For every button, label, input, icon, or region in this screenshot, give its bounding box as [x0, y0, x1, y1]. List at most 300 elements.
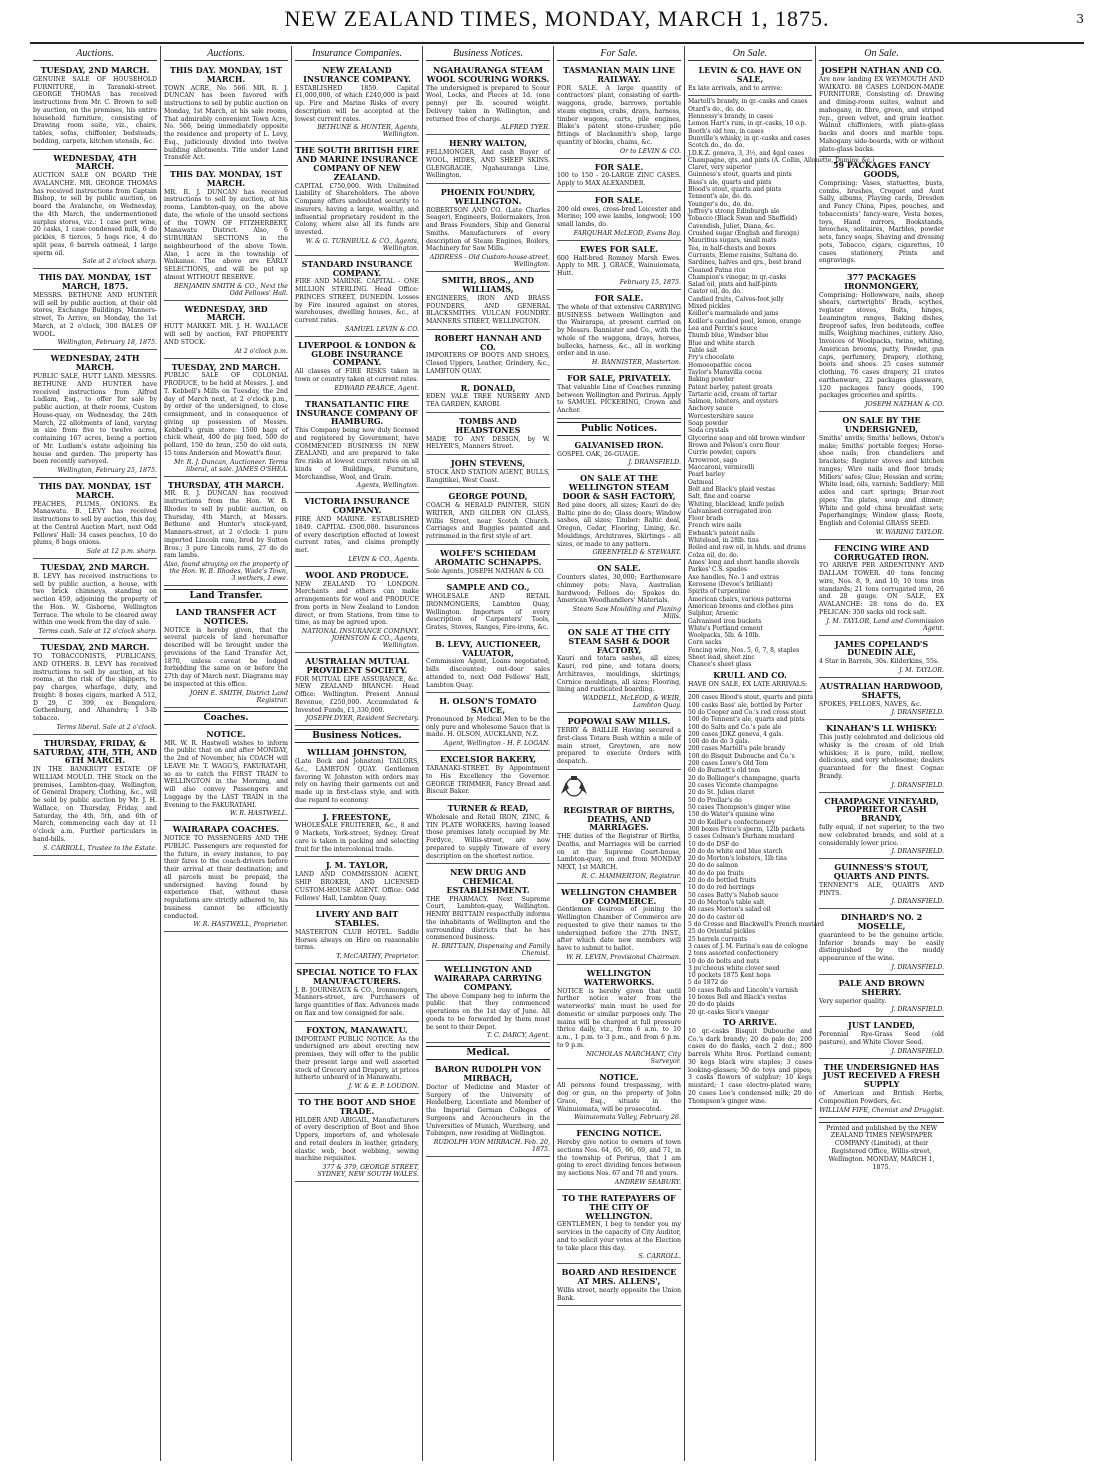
- goods-list-item: Arrowroot, sago: [688, 456, 738, 464]
- goods-list-item: American brooms and clothes pins: [688, 602, 794, 610]
- goods-list-item: 300 boxes Price's sperm, 12lb packets: [688, 825, 805, 833]
- ad-body: NOTICE is hereby given that until further notice water from the waterworks' main must be used for domestic or similar purposes only. The mains will be charged at full pressure thrice daily, viz., from 6 a.m. to 10 a.m., 1 p.m. to 3 p.m., and from 6 p.m. to 9 p.m.: [557, 987, 681, 1049]
- goods-list-item: Keiller's marmalade and jams: [688, 310, 779, 318]
- ad-title: TOMBS AND HEADSTONES: [455, 415, 521, 435]
- ad-title: ON SALE BY THE UNDERSIGNED,: [842, 415, 921, 435]
- ad-signature: W. R. HASTWELL, Proprietor.: [193, 921, 288, 929]
- ad-title: FOR SALE, PRIVATELY.: [567, 373, 671, 384]
- goods-list-item: 100 do Tennent's ale, quarts and pints: [688, 716, 805, 724]
- goods-list-item: 200 cases JDKZ geneva, 4 gals.: [688, 730, 784, 738]
- ad-title: NGAHAURANGA STEAM WOOL SCOURING WORKS.: [426, 65, 550, 84]
- goods-list-item: 40 cases Morton's salad oil: [688, 906, 771, 914]
- ad-title: THIS DAY. MONDAY, 1ST MARCH.: [169, 169, 283, 188]
- goods-list-item: Maccaroni, vermicelli: [688, 463, 755, 471]
- ad-body: WHOLESALE AND RETAIL IRONMONGERS, Lambton Quay, Wellington. Importers of every description of Carpenters' Tools, Grates, Stoves, Ranges, Fire-irons, &c.: [426, 593, 550, 632]
- goods-list-item: 3 pu'cheous white clover seed: [688, 964, 780, 972]
- ad-title: SAMPLE AND CO.,: [446, 582, 530, 593]
- ad-body: CAPITAL £750,000. With Unlimited Liability of Shareholders. The above Company offers undoubted security to insurers, having a large, wealthy, and influential proprietary resident in the Colony, where also all its funds are invested.: [295, 182, 419, 237]
- ad-body: The whole of that extensive CARRYING BUSINESS between Wellington and the Wairarapa, at present carried on by Messrs. Bannister and Co., with the whole of the waggons, drays, horses, bullocks, harness, &c., all in working order and in use.: [557, 303, 681, 358]
- goods-list-item: Castor oil, do. do.: [688, 288, 742, 296]
- ad-title: AUSTRALIAN HARDWOOD, SHAFTS,: [819, 681, 944, 700]
- ad-title: NEW DRUG AND CHEMICAL ESTABLISHMENT.: [446, 867, 530, 895]
- ad-title: FOR SALE.: [594, 194, 644, 205]
- ad-body: Comprising: Hollowware, nails, sheep shears, cartwrights' Brads, scythes, register stoves, Bolts, hinges, Leamington ranges, Baking dishes, fireproof safes, Iron bedsteads, coffee mills, Weighing machines, cutlery. Also, Invoices of Woolpacks, twine, whiting, American brooms, putty, Powder, gun caps, perfumery, Drapery, clothing, boots and shoes. 25 cases summer clothing, 76 cases drapery, 21 crates earthenware, 22 packages glassware, 120 packages fancy goods, 190 packages groceries and spirits.: [819, 291, 944, 400]
- ad-signature: Steam Saw Moulding and Planing Mills.: [572, 606, 681, 621]
- ad-signature: ALFRED TYER.: [500, 124, 550, 132]
- ad-body: MR. W. R. Hastwell wishes to inform the public that on and after MONDAY, the 2nd of November, his COACH will LEAVE Mr. T. WAGG'S, FAKURATAHI, so as to catch the FIRST TRAIN to WELLINGTON in the Morning, and will also convey Passengers and Luggage by the LAST TRAIN in the Evening to the FAKURATAHI.: [164, 739, 288, 809]
- ad-title: FOXTON, MANAWATU.: [306, 1024, 408, 1035]
- goods-list-item: Taylor's Maravilla cocoa: [688, 368, 762, 376]
- goods-list-item: Brown and Polson's corn flour: [688, 442, 780, 450]
- goods-list-item: Tobacco (Black Swan and Sheffield): [688, 215, 798, 223]
- advertisement: [557, 161, 681, 192]
- ad-signature: J. M. TAYLOR.: [899, 667, 944, 675]
- advertisement: [164, 479, 288, 587]
- advertisement: [557, 372, 681, 419]
- advertisement: [819, 414, 944, 540]
- goods-list-item: 20 do do white and blue starch: [688, 847, 783, 855]
- goods-list-item: Fencing wire, Nos. 5, 6, 7, 8, staples: [688, 646, 800, 654]
- ad-title: H. OLSON'S TOMATO SAUCE,: [439, 696, 537, 716]
- ad-title: ROBERT HANNAH AND CO.: [434, 332, 542, 352]
- goods-list-item: 25 barrels currants: [688, 935, 748, 943]
- advertisement: [688, 669, 812, 693]
- goods-list-item: Sardines, halves and qrs., best brand: [688, 259, 802, 267]
- advertisement: [295, 655, 419, 726]
- ad-title: B. LEVY, AUCTIONEER, VALUATOR,: [435, 638, 541, 658]
- ad-title: TO ARRIVE.: [722, 1017, 778, 1028]
- advertisement: [426, 547, 550, 579]
- page-number: 3: [1076, 12, 1084, 26]
- goods-list-item: 20 do Morton's table salt: [688, 899, 765, 907]
- ad-body: EDEN VALE TREE NURSERY AND TEA GARDEN, KAROBI.: [426, 393, 550, 409]
- goods-list-item: Lea and Perrin's sauce: [688, 325, 758, 333]
- ad-body: PEACHES, PLUMS, ONIONS. Ex Manawatu. B. LEVY has received instructions to sell by auction, this day, at the Central Auction Mart, next Odd Fellows' Hall: 34 cases peaches, 10 do plums, 8 bags onions.: [33, 500, 157, 547]
- advertisement: [33, 641, 157, 735]
- ad-body: TERRY & BAILLIE Having secured a first-class Totara Bush within a mile of main street, Greytown, are now prepared to execute Orders with despatch.: [557, 727, 681, 765]
- advertisement: [426, 137, 550, 184]
- ad-signature: W. R. HASTWELL.: [229, 810, 288, 818]
- advertisement: [426, 638, 550, 694]
- goods-list-item: 5 do 1872 do: [688, 979, 728, 987]
- ad-title: DINHARD'S NO. 2 MOSELLE,: [840, 912, 923, 932]
- advertisement: [557, 967, 681, 1069]
- ad-signature: LEVIN & CO., Agents.: [348, 555, 419, 563]
- advertisement: [426, 457, 550, 488]
- ad-title: TUESDAY, 2ND MARCH.: [171, 361, 281, 372]
- ad-body: Very superior quality.: [819, 997, 887, 1005]
- advertisement: [295, 1096, 419, 1182]
- goods-list-item: Baking powder: [688, 376, 735, 384]
- ad-title: JOHN STEVENS,: [450, 458, 526, 469]
- goods-list-item: 10 boxes Bell and Black's vestas: [688, 994, 787, 1002]
- ad-title: ON SALE AT THE WELLINGTON STEAM DOOR & SASH FACTORY,: [562, 473, 676, 501]
- ad-body: 600 Half-bred Romney Marsh Ewes. Apply to MR. J. GRACE, Wainuiomata, Hutt.: [557, 254, 681, 278]
- ad-body: Are now landing EX WEYMOUTH AND WAIKATO. 88 CASES LONDON-MADE FURNITURE, Consisting of: Drawing and dining-room suites, walnut and mahogany, in fibre, green, and striped rep., green velvet, and grain leather. Walnut chiffoniers, with plate-glass backs and doors and marble tops. Mahogany side-boards, with or without plate-glass backs.: [819, 75, 944, 153]
- goods-list-item: Patent barley, patent groats: [688, 383, 773, 391]
- ad-body: Pronounced by Medical Men to be the only pure and wholesome Sauce that is made. H. OLSON, AUCKLAND, N.Z.: [426, 715, 550, 739]
- ad-signature: W. WARING TAYLOR.: [875, 528, 944, 536]
- ad-title: THURSDAY, FRIDAY, & SATURDAY, 4TH, 5TH, AND 6TH MARCH.: [33, 737, 157, 766]
- advertisement: [819, 795, 944, 860]
- advertisement: [164, 823, 288, 932]
- advertisement: [426, 274, 550, 330]
- ad-body: THE PHARMACY. Next Supreme Court, Lambton-quay, Wellington. HENRY BRITTAIN respectfully informs the inhabitants of Wellington and the surrounding districts that he has commenced business.: [426, 895, 550, 942]
- advertisement: [295, 339, 419, 396]
- goods-list-item: Parkes' C.S. spades: [688, 566, 747, 574]
- advertisement: [426, 186, 550, 272]
- ad-signature: Sale at 12 p.m. sharp.: [86, 548, 157, 556]
- ad-body: HUTT MARKET. MR. J. H. WALLACE will sell by auction, FAT PROPERTY AND STOCK.: [164, 323, 288, 346]
- ad-body: FELLMONGER, And cash Buyer of WOOL, HIDES, AND SHEEP SKINS. GLENGRAGIE, Ngahauranga Line, Wellington.: [426, 149, 550, 180]
- goods-list-item: 60 do Burnett's old tom: [688, 767, 760, 775]
- goods-list-item: 100 casks Bass' ale, bottled by Porter: [688, 701, 803, 709]
- advertisement: [426, 1063, 550, 1157]
- ad-title: FENCING NOTICE.: [576, 1128, 662, 1139]
- advertisement: [819, 1019, 944, 1058]
- ad-signature: Wellington, February 18, 1875.: [57, 339, 157, 347]
- goods-list-item: Pearl barley: [688, 471, 725, 479]
- advertisement: [426, 64, 550, 135]
- ad-body: Sole Agents, JOSEPH NATHAN & CO.: [426, 567, 545, 575]
- ad-signature: Wellington, February 25, 1875.: [57, 467, 157, 475]
- ad-signature: Agent, Wellington - H. F. LOGAN.: [443, 740, 550, 748]
- advertisement: [164, 64, 288, 166]
- goods-list-item: Fry's chocolate: [688, 354, 735, 362]
- advertisement: [426, 963, 550, 1043]
- advertisement: [819, 271, 944, 412]
- ad-title: TRANSATLANTIC FIRE INSURANCE COMPANY OF HAMBURG.: [296, 398, 418, 427]
- ad-body: NEW ZEALAND TO LONDON. Merchants and others can make arrangements for wool and PRODUCE from ports in New Zealand to London direct, or from Stations, from time to time, as may be agreed upon.: [295, 580, 419, 627]
- advertisement: [557, 1266, 681, 1306]
- ad-body: GOSPEL OAK, 26-GUAGE.: [557, 450, 640, 458]
- ad-title: WELLINGTON AND WAIRARAPA CARRYING COMPANY.: [434, 964, 542, 992]
- ad-title: THE SOUTH BRITISH FIRE AND MARINE INSURANCE COMPANY OF NEW ZEALAND.: [295, 145, 419, 182]
- advertisement: [557, 715, 681, 770]
- ad-signature: Wainuiomata Valley, February 26.: [573, 1114, 681, 1122]
- advertisement: [557, 1192, 681, 1264]
- advertisement: [819, 638, 944, 678]
- ad-title: 377 PACKAGES IRONMONGERY,: [844, 272, 919, 291]
- ad-title: LEVIN & CO. HAVE ON SALE,: [698, 65, 802, 84]
- ad-title: ON SALE.: [597, 563, 641, 574]
- ad-title: PHOENIX FOUNDRY, WELLINGTON.: [440, 187, 536, 206]
- ad-signature: FARQUHAR McLEOD, Evans Bay.: [573, 229, 681, 237]
- ad-title: BOARD AND RESIDENCE AT MRS. ALLENS',: [561, 1267, 677, 1287]
- goods-list-item: Blue and white starch: [688, 339, 755, 347]
- goods-list-item: 20 cases Vicomte champagne: [688, 782, 778, 790]
- goods-list-item: 50 cases Thompson's ginger wine: [688, 803, 791, 811]
- goods-list-item: Martell's brandy, in qr.-casks and cases: [688, 98, 808, 106]
- ad-body: (Late Bock and Johnston) TAILORS, &c., LAMBTON QUAY. Gentlemen favoring W. Johnston with orders may rely on having their garments cut and made up in first-class style, and with due regard to economy.: [295, 758, 419, 804]
- ad-title: J. FREESTONE,: [322, 811, 392, 822]
- ad-signature: Sale at 2 o'clock sharp.: [82, 258, 157, 266]
- column-7: [816, 46, 947, 1461]
- ad-body: MADE TO ANY DESIGN, by W. HELYER'S, Manners Street.: [426, 435, 550, 451]
- goods-list-item: Blood's stout, quarts and pints: [688, 186, 782, 194]
- ad-body: The above Company beg to inform the public that they commenced operations on the 1st day of June. All goods to be forwarded by them must be sent to their Depot.: [426, 992, 550, 1031]
- column-heading: Auctions.: [33, 48, 157, 61]
- goods-list-item: Claret, very superior: [688, 164, 752, 172]
- goods-list-item: Guinness's stout, quarts and pints: [688, 171, 792, 179]
- ad-body: guaranteed to be the genuine article. Inferior brands may be easily distinguished by the muddy appearance of the wine.: [819, 931, 944, 963]
- ad-body: Doctor of Medicine and Master of Surgery of the University of Heidelberg, Licentiate and Member of the Imperial German Colleges of Surgeons and Accoucheurs in the Universities of Munich, Wurzburg, and Tubingen, now residing at Wellington.: [426, 1083, 550, 1138]
- advertisement: [426, 802, 550, 864]
- goods-list-item: Chance's sheet glass: [688, 661, 752, 669]
- goods-list-item: Glycerine soap and old brown windsor: [688, 434, 806, 442]
- goods-list-item: Homoeopathic cocoa: [688, 361, 752, 369]
- ad-signature: J. W. & E. P. LOUDON.: [348, 1083, 419, 1091]
- goods-list-item: Axe handles, No. 1 and extras: [688, 573, 780, 581]
- goods-list-item: 5 do Crosse and Blackwell's French mustard: [688, 920, 824, 928]
- ad-title: TASMANIAN MAIN LINE RAILWAY.: [563, 65, 675, 84]
- ad-body: FIRE AND MARINE. CAPITAL - ONE MILLION STERLING. Head Office: PRINCES STREET, DUNEDIN. Losses by Fire insured against on stores, warehouses, dwelling houses, &c., at current rates.: [295, 278, 419, 325]
- goods-list-item: 20 do do castor oil: [688, 913, 745, 921]
- goods-list-item: Mauritius sugars, small mats: [688, 237, 777, 245]
- goods-list-item: 20 do Bollinger's champagne, quarts: [688, 774, 801, 782]
- ad-body: 4 Star in Barrels, 30s. Kilderkins, 55s.: [819, 658, 940, 666]
- ad-body: HAVE ON SALE, EX LATE ARRIVALS:: [688, 680, 808, 688]
- ad-title: TO THE BOOT AND SHOE TRADE.: [298, 1097, 416, 1116]
- ad-title: GUINNESS'S STOUT, QUARTS AND PINTS.: [833, 862, 930, 882]
- advertisement: [426, 332, 550, 380]
- ad-signature: At 2 o'clock p.m.: [234, 347, 288, 355]
- ad-title: TUESDAY, 2ND MARCH.: [40, 642, 150, 653]
- goods-list-item: Colza oil, do. do.: [688, 551, 739, 559]
- goods-list-item: Worcestershire sauce: [688, 412, 754, 420]
- advertisement: [33, 561, 157, 639]
- ad-body: ROBERTSON AND CO. (Late Charles Seager), Engineers, Boilermakers, Iron and Brass Founders, Ship and General Smiths. Manufacturers of every description of Steam Engines, Boilers, Machinery for Saw Mills.: [426, 206, 550, 253]
- goods-list-item: 20 qr.-casks Sice's vinegar: [688, 1008, 769, 1016]
- goods-list-item: 100 do Salts and Co.'s pale ale: [688, 723, 782, 731]
- advertisement: [557, 804, 681, 884]
- ad-body: That valuable Line of Coaches running between Wellington and Porirua. Apply to SAMUEL PICKERING, Crown and Anchor.: [557, 383, 681, 415]
- advertisement: [295, 811, 419, 858]
- ad-body: Hereby give notice to owners of town sections Nos. 64, 65, 66, 69, and 71, in the township of Porirua, that I am going to erect dividing fences between my sections Nos. 67 and 70 and yours.: [557, 1139, 681, 1178]
- goods-list-item: 200 cases Lowe's Old Tom: [688, 760, 769, 768]
- ad-title: NOTICE.: [599, 1071, 639, 1082]
- ad-title: WILLIAM JOHNSTON,: [307, 747, 407, 758]
- ad-title: POPOWAI SAW MILLS.: [567, 716, 671, 727]
- ad-title: KINAHAN'S LL WHISKY:: [826, 723, 937, 734]
- goods-list-item: 20 do do salmon: [688, 862, 739, 870]
- goods-list-item: White's Portland cement: [688, 624, 763, 632]
- ad-body: Ex late arrivals, and to arrive:: [688, 84, 783, 92]
- ad-signature: Terms cash. Sale at 12 o'clock sharp.: [38, 628, 157, 636]
- goods-list-item: Otard's do., do. do.: [688, 105, 746, 113]
- goods-list-item: Currie powder, capers: [688, 449, 756, 457]
- ad-signature: S. CARROLL, Trustee to the Estate.: [43, 844, 157, 852]
- ad-title: GEORGE POUND,: [448, 491, 528, 502]
- ad-body: TO TOBACCONISTS, PUBLICANS, AND OTHERS. B. LEVY has received instructions to sell by auction, at his rooms, at the risk of the shippers, to pay charges, wharfage, duty, and freight: 8 boxes cigars, marked A 512, D 29, C 399, ex Bengalore, Gothenburg, and Alhambra; 1 3-lb tobacco.: [33, 653, 157, 723]
- advertisement: [819, 861, 944, 909]
- ad-title: NEW ZEALAND INSURANCE COMPANY.: [303, 65, 411, 84]
- goods-list-item: 2 tons assorted confectionery: [688, 950, 779, 958]
- advertisement: [164, 606, 288, 708]
- goods-list-item: French wire nails: [688, 522, 742, 530]
- ad-signature: S. CARROLL.: [638, 1253, 681, 1261]
- advertisement: [557, 194, 681, 241]
- advertisement: [164, 303, 288, 359]
- ad-title: THIS DAY. MONDAY, 1ST MARCH.: [38, 481, 152, 500]
- ad-body: Willis street, nearly opposite the Union Bank.: [557, 1286, 681, 1302]
- goods-list-item: 50 cases Batty's Nabob sauce: [688, 891, 779, 899]
- ad-signature: NICHOLAS MARCHANT, City Surveyor.: [586, 1050, 681, 1065]
- goods-list-item: Keiller's candied peel, lemon, orange: [688, 317, 801, 325]
- ad-signature: RUDOLPH VON MIRBACH. Feb. 20, 1875.: [433, 1139, 550, 1154]
- column-2: [161, 46, 292, 1461]
- ad-signature: J. M. TAYLOR, Land and Commission Agent.: [826, 617, 944, 632]
- ad-title: EWES FOR SALE.: [579, 243, 659, 254]
- goods-list-item: Salt, fine and coarse: [688, 493, 751, 501]
- ad-body: IMPORTANT PUBLIC NOTICE. As the undersigned are about erecting new premises, they will offer to the public their present large and well assorted stock of Grocery and Drapery, at prices hitherto unheard of in Manawatu.: [295, 1035, 419, 1082]
- ad-signature: Or to LEVIN & CO.: [619, 147, 681, 155]
- ad-body: FOR SALE. A large quantity of contractors' plant, consisting of earth-waggons, grade, barrows, portable steam engines, crabs, drays, harness, timber wagons, carts, pile engines, Blake's patent stone-crusher, pile fittings of blacksmith's shop, large quantity of blocks, chains, &c.: [557, 84, 681, 146]
- ad-signature: 377 & 379, GEORGE STREET, SYDNEY, NEW SOUTH WALES.: [317, 1164, 419, 1179]
- ad-body: NOTICE is hereby given, that the several parcels of land hereinafter described will be brought under the provisions of the Land Transfer Act, 1870, unless caveat be lodged forbidding the same on or before the 27th day of March next. Diagrams may be inspected at this office.: [164, 626, 288, 688]
- ad-body: B. LEVY has received instructions to sell by public auction, a house, with two brick chimneys, standing on section 459, adjoining the property of the Hon. W. Gisborne, Wellington Terrace. The whole to be cleared away within one week from the day of sale.: [33, 572, 157, 627]
- ad-body: 10 qr.-casks Bisquit Dubouche and Co.'s dark brandy; 20 do pale do; 200 cases do do flasks, each 2 doz.; 800 barrels White Bros. Portland cement; 30 kegs black wire staples; 3 cases looking-glasses; 50 do toys and pipes; 3 casks flowers of sulphur; 10 kegs mustard; 1 case electro-plated ware; 20 cases Lee's condensed milk; 20 do Thompson's ginger wine.: [688, 1027, 812, 1105]
- ad-signature: ADDRESS - Old Custom-house-street, Wellington.: [429, 254, 550, 269]
- ad-title: STANDARD INSURANCE COMPANY.: [301, 258, 413, 278]
- ad-signature: SAMUEL LEVIN & CO.: [345, 325, 419, 333]
- goods-list-item: 150 do Water's quinine wine: [688, 811, 775, 819]
- ad-signature: J. DRANSFIELD.: [891, 709, 944, 717]
- goods-list-item: American chairs, various patterns: [688, 595, 792, 603]
- ad-body: LAND AND COMMISSION AGENT, SHIP BROKER, AND LICENSED CUSTOM-HOUSE AGENT. Office: Odd Fellows' Hall, Lambton Quay.: [295, 871, 419, 902]
- ad-body: The undersigned is prepared to Scour Wool, Locks, and Pieces at 1d. (one penny) per lb. scoured weight. Delivery taken in Wellington, and returned free of charge.: [426, 84, 550, 123]
- ad-body: COACH & HERALD PAINTER, SIGN WRITER, AND GILDER ON GLASS, Willis Street, near Scotch Church. Carriages and Buggies painted and retrimmed in the first style of art.: [426, 502, 550, 541]
- ad-body: STOCK AND STATION AGENT, BULLS, Rangitikei, West Coast.: [426, 468, 550, 484]
- ad-signature: J. DRANSFIELD.: [891, 1047, 944, 1055]
- ad-title: TUESDAY, 2ND MARCH.: [40, 562, 150, 573]
- goods-list-item: Younger's do., do. do.: [688, 200, 754, 208]
- goods-list-item: Sheet lead, sheet zinc: [688, 654, 755, 662]
- goods-list-item: 50 cases Rolls and Lincoln's varnish: [688, 986, 798, 994]
- ad-title: THIS DAY. MONDAY, 1ST MARCH.: [169, 65, 283, 84]
- ad-title: LAND TRANSFER ACT NOTICES.: [175, 607, 277, 626]
- goods-list-item: Whitelead, in 28lb. tins: [688, 537, 759, 545]
- goods-list-item: Salmon, lobsters, and oysters: [688, 398, 778, 406]
- advertisement: [164, 168, 288, 301]
- goods-list-item: 10 do do DSF do: [688, 840, 739, 848]
- advertisement: [557, 1127, 681, 1190]
- ad-body: All persons found trespassing, with dog or gun, on the property of John Grace, Esq., situate in the Wainuiomata, will be prosecuted.: [557, 1082, 681, 1113]
- ad-signature: NATIONAL INSURANCE COMPANY. JOHNSTON & CO., Agents, Wellington.: [301, 628, 419, 650]
- ad-body: Red pine doors, all sizes; Kauri do do; Baltic pine do do; Glass doors; Window sashes, all sizes; Timber: Baltic deal, Oregon, Cedar, Flooring, Lining, &c. Mouldings, Architraves, Skirtings - all sizes, or made to any pattern.: [557, 501, 681, 548]
- ad-signature: J. DRANSFIELD.: [628, 459, 681, 467]
- goods-list-item: Thumb blue, Windsor blue: [688, 332, 769, 340]
- ad-body: ESTABLISHED 1859. Capital £1,000,000, of which £240,000 is paid up. Fire and Marine Risks of every description will be accepted at the lowest current rates.: [295, 84, 419, 123]
- column-heading: Auctions.: [164, 48, 288, 61]
- goods-list-item: 50 do Cooper and Co.'s red cross stout: [688, 708, 807, 716]
- advertisement: [819, 542, 944, 636]
- goods-list-item: Salad oil, pints and half-pints: [688, 281, 777, 289]
- advertisement: [426, 695, 550, 751]
- ad-body: MR. R. J. DUNCAN has received instructions to sell by auction, at his rooms, Lambton-quay, on the above date, the whole of the unsold sections of the TOWN OF FITZHERBERT, Manawatu District. Also, 6 SUBURBAN SECTIONS in the neighbourhood of the above Town. Also, 1 acre in the township of Waikanae. The above are EARLY SELECTIONS, and will be put up almost WITHOUT RESERVE.: [164, 188, 288, 281]
- advertisement: [557, 292, 681, 370]
- ad-signature: GREENFIELD & STEWART.: [592, 549, 681, 557]
- column-4: [423, 46, 554, 1461]
- goods-list-item: Booth's old tom, in cases: [688, 127, 764, 135]
- ad-title: KRULL AND CO.: [713, 669, 787, 680]
- advertisement: [164, 728, 288, 822]
- advertisement: [33, 64, 157, 150]
- ad-body: SPOKES, FELLOES, NAVES, &c.: [819, 700, 922, 708]
- goods-list-item: Sulphur, Arsenic: [688, 610, 739, 618]
- ad-body: TARANAKI-STREET. By Appointment to His Excellency the Governor. GEORGE TRIMMER, Fancy Bread and Biscuit Baker.: [426, 765, 550, 796]
- goods-list-item: Floor brads: [688, 515, 724, 523]
- ad-body: MASTERTON CLUB HOTEL. Saddle Horses always on Hire on reasonable terms.: [295, 928, 419, 952]
- ad-body: 100 to 150 - 20-LARGE ZINC CASES. Apply to MAX ALEXANDER.: [557, 172, 681, 188]
- advertisement: [295, 859, 419, 906]
- goods-list-item: Cleaned Patna rice: [688, 266, 746, 274]
- goods-list-item: Ames' long and short handle shovels: [688, 559, 800, 567]
- advertisement: [819, 680, 944, 720]
- printer-imprint: Printed and published by the NEW ZEALAND TIMES NEWSPAPER COMPANY (Limited), at their Registered Office, Willis-street, Wellington. MONDAY, MARCH 1, 1875.: [819, 1122, 944, 1172]
- advertisement: [426, 490, 550, 545]
- advertisement: [557, 243, 681, 290]
- advertisement: [33, 480, 157, 559]
- advertisement: [557, 1071, 681, 1126]
- ad-signature: T. McCARTHY, Proprietor.: [336, 953, 419, 961]
- advertisement: [819, 911, 944, 975]
- goods-list-item: Corn sacks: [688, 639, 722, 647]
- ad-body: Comprising: Vases, statuettes, busts, combs, brushes, Croquet and Aunt Sally, albums, Playing cards, Dresden and Fancy China, Pipes, pouches, and tobacconists' fancy-ware, Vesta boxes, toys, Hand mirrors, Bookstands, brooches, solitaires, Marbles, powder sets, fancy soaps, Shaving and dressing pots, Tobacco, cigars, cigarettes, 10 cases stationery, Prints and engravings.: [819, 179, 944, 265]
- ad-signature: J. DRANSFIELD.: [891, 1006, 944, 1014]
- ad-body: AUCTION SALE ON BOARD THE AVALANCHE. MR. GEORGE THOMAS has received instructions from Captain Bishop, to sell by public auction, on board the Avalanche, on Wednesday, the 4th March, the undermentioned surplus stores, viz.: 1 case port wine, 20 casks, 1 case condensed milk, 6 do pickles, 8 tierces, 5 hogs rice, 4 do split peas, 6 barrels oatmeal, 1 large sperm oil.: [33, 172, 157, 257]
- goods-list-item: Dunville's whisky, in qr.-casks and cases: [688, 134, 811, 142]
- ad-title: LIVERY AND BAIT STABLES.: [315, 909, 399, 929]
- advertisement: [33, 152, 157, 270]
- columns: [30, 46, 1084, 1461]
- goods-list-item: Whiting, blacklead, knife polish: [688, 500, 785, 508]
- advertisement: [557, 64, 681, 159]
- ad-signature: T. C. DARCY, Agent.: [486, 1032, 550, 1040]
- advertisement: [557, 562, 681, 624]
- ad-body: MESSRS. BETHUNE AND HUNTER will sell by public auction, at their old stores, Exchange Buildings, Manners-street, To Arrive, on Monday, the 1st March, at 2 o'clock, 300 BALES OF WOOL.: [33, 291, 157, 338]
- advertisement: [426, 866, 550, 961]
- ad-body: Perennial Rye-Grass Seed (old pasture), and White Clover Seed.: [819, 1031, 944, 1046]
- goods-list-item: Cavendish, Juliet, Diana, &c.: [688, 222, 776, 230]
- ad-body: IN THE BANKRUPT ESTATE OF WILLIAM MOULD. THE Stock on the premises, Lambton-quay, Wellington, of General Drapery, Clothing, &c., will be sold by public auction by Mr. J. H. Wallace, on Thursday, Friday, and Saturday, the 4th, 5th, and 6th of March, commencing each day at 11 o'clock a.m. Further particulars in hand-bills.: [33, 766, 157, 843]
- ad-body: TENNENT'S ALE, QUARTS AND PINTS.: [819, 881, 944, 897]
- ad-body: MR. R. J. DUNCAN has received instructions from the Hon. W. B. Rhodes to sell by public auction, on Thursday, 4th March, at Messrs. Bethune and Hunter's stock-yard, Manners-street, at 2 o'clock: 1 pure imported Lincoln ram, bred by Sutton Bros.; 3 pure Lincoln rams, 27 do do ram lambs.: [164, 490, 288, 560]
- goods-list-item: Spirits of turpentine: [688, 588, 750, 596]
- advertisement: [295, 746, 419, 808]
- ad-signature: Agents, Wellington.: [356, 482, 419, 490]
- ad-body: FIRE AND MARINE. ESTABLISHED 1849. CAPITAL £500,000. Insurances of every description effected at lowest current rates, and claims promptly met.: [295, 516, 419, 554]
- section-heading: Business Notices.: [295, 729, 419, 743]
- goods-list-item: 10 pockets 1875 Kent hops: [688, 972, 771, 980]
- ad-body: 200 old ewes, cross-bred Leicester and Merino; 100 ewe lambs, longwool; 100 small lambs, do.: [557, 205, 681, 229]
- advertisement: [426, 753, 550, 800]
- ad-signature: ANDREW SEABURY.: [614, 1178, 681, 1186]
- ad-body: NOTICE TO PASSENGERS AND THE PUBLIC. Passengers are requested for the future, in every instance, to pay their fares to the coach-drivers before their arrival at their destination; and all parcels must be prepaid, the undersigned having found by experience that, without these regulations are strictly adhered to, his business cannot be efficiently conducted.: [164, 835, 288, 920]
- goods-list-item: 20 do do plaids: [688, 1001, 735, 1009]
- advertisement: [688, 64, 812, 96]
- column-5: [554, 46, 685, 1461]
- ad-body: ENGINEERS, IRON AND BRASS FOUNDERS, AND GENERAL BLACKSMITHS. VULCAN FOUNDRY. MANNERS STREET, WELLINGTON.: [426, 294, 550, 326]
- goods-list-item: Tennent's ale, do. do.: [688, 193, 753, 201]
- ad-title: LIVERPOOL & LONDON & GLOBE INSURANCE COMPANY.: [298, 339, 416, 368]
- ad-body: fully equal, if not superior, to the two new celebrated brands, and sold at a considerably lower price.: [819, 824, 944, 847]
- ad-title: AUSTRALIAN MUTUAL PROVIDENT SOCIETY.: [305, 656, 409, 675]
- advertisement: [426, 415, 550, 455]
- goods-list-item: Bolt and Black's plaid vestas: [688, 485, 776, 493]
- ad-title: HENRY WALTON,: [448, 138, 528, 149]
- ad-title: THURSDAY, 4TH MARCH.: [167, 479, 285, 490]
